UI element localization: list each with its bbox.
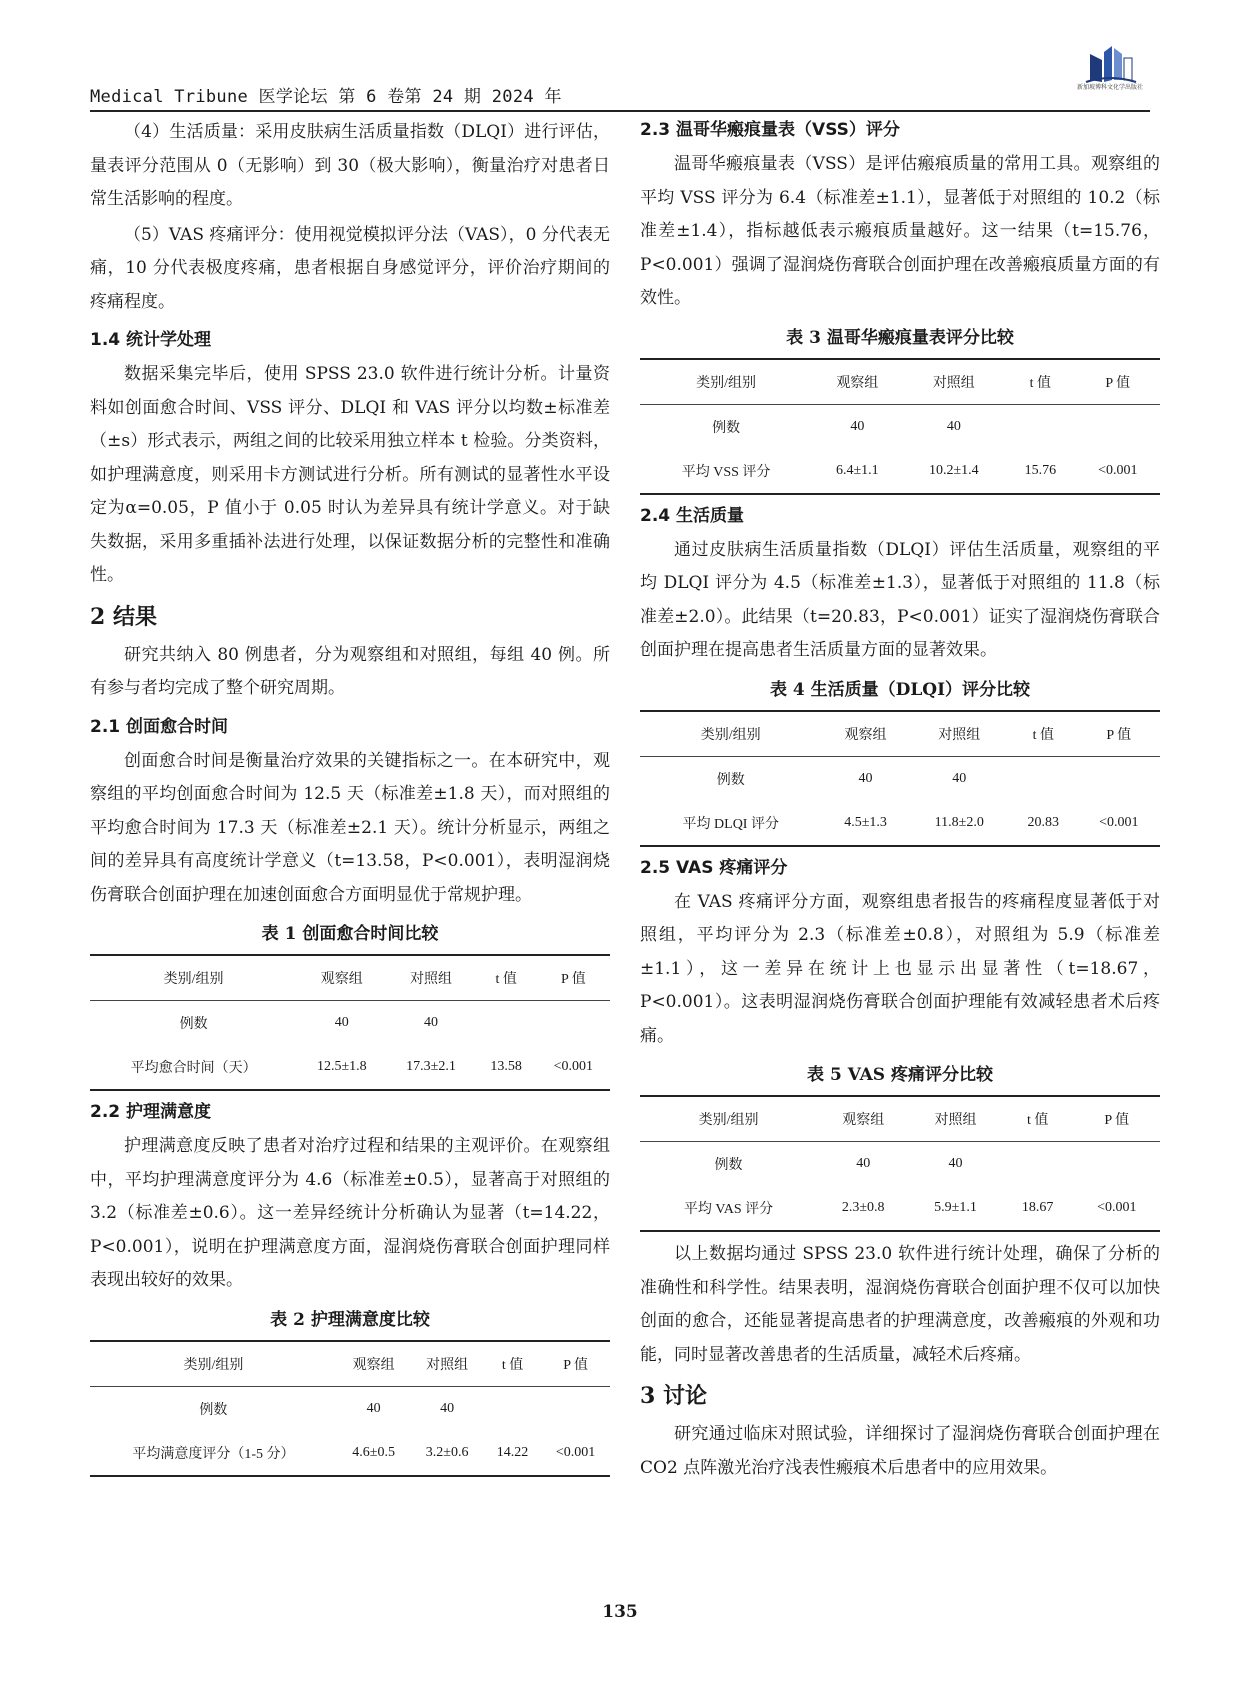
table-4	[640, 710, 1160, 847]
col-header: P 值	[537, 955, 610, 1001]
col-header: P 值	[1078, 711, 1160, 757]
table-cell: <0.001	[1098, 462, 1138, 478]
table-cell: 15.76	[1024, 462, 1057, 478]
table-header-row	[90, 1341, 610, 1387]
heading-results: 2 结果	[90, 603, 157, 630]
heading-2-4: 2.4 生活质量	[640, 505, 745, 526]
page-number: 135	[602, 1602, 638, 1622]
col-header: t 值	[484, 1341, 541, 1387]
table-5	[640, 1095, 1160, 1232]
col-header: t 值	[1002, 1096, 1074, 1142]
publisher-logo	[1060, 44, 1160, 94]
table-cell: 3.2±0.6	[425, 1444, 469, 1460]
table-4-caption: 表 4 生活质量（DLQI）评分比较	[769, 679, 1031, 700]
table-cell: 14.22	[496, 1444, 529, 1460]
table-cell: 17.3±2.1	[406, 1059, 456, 1074]
table-cell: 40	[850, 418, 865, 434]
col-header: 类别/组别	[640, 711, 822, 757]
col-header: P 值	[1074, 1096, 1160, 1142]
table-cell: 6.4±1.1	[835, 462, 879, 478]
table-cell	[476, 1001, 537, 1046]
table-cell: 40	[334, 1015, 349, 1030]
heading-discussion: 3 讨论	[640, 1383, 707, 1409]
table-row	[90, 1386, 610, 1431]
table-row	[90, 1045, 610, 1090]
table-2-caption: 表 2 护理满意度比较	[270, 1309, 430, 1330]
table-cell: 4.5±1.3	[844, 814, 887, 830]
table-cell: 平均 VAS 评分	[683, 1202, 774, 1217]
col-header: P 值	[1076, 359, 1160, 405]
table-row	[90, 1001, 610, 1046]
table-header-row	[640, 711, 1160, 757]
table-1-caption: 表 1 创面愈合时间比较	[261, 924, 439, 944]
table-cell	[484, 1386, 541, 1431]
col-header: 观察组	[337, 1341, 411, 1387]
table-3	[640, 358, 1160, 495]
table-cell: 平均 VSS 评分	[681, 464, 771, 480]
table-cell: 18.67	[1021, 1200, 1054, 1215]
table-cell: 2.3±0.8	[841, 1200, 885, 1215]
paragraph-summary: 以上数据均通过 SPSS 23.0 软件进行统计处理，确保了分析的准确性和科学性。结果表明，湿润烧伤膏联合创面护理不仅可以加快创面的愈合，还能显著提高患者的护理满意度，改善瘢痕的外观和功能，同时显著改善患者的生活质量，减轻术后疼痛。	[640, 1244, 1160, 1365]
table-cell: 5.9±1.1	[934, 1200, 977, 1215]
left-column	[90, 116, 610, 1483]
table-cell: 40	[858, 770, 873, 786]
col-header: 对照组	[410, 1341, 484, 1387]
paragraph-discussion: 研究通过临床对照试验，详细探讨了湿润烧伤膏联合创面护理在 CO2 点阵激光治疗浅表性瘢痕术后患者中的应用效果。	[640, 1424, 1160, 1478]
table-row	[640, 449, 1160, 494]
col-header: 类别/组别	[90, 955, 297, 1001]
col-header: 对照组	[902, 359, 1005, 405]
table-cell: 40	[366, 1400, 381, 1416]
heading-2-5: 2.5 VAS 疼痛评分	[640, 857, 788, 878]
right-column	[640, 116, 1160, 1487]
col-header: 类别/组别	[90, 1341, 337, 1387]
paragraph-vas: 在 VAS 疼痛评分方面，观察组患者报告的疼痛程度显著低于对照组，平均评分为 2.3（标准差±0.8），对照组为 5.9（标准差±1.1），这一差异在统计上也显示出显著性（t=18.67，P<0.001）。这表明湿润烧伤膏联合创面护理能有效减轻患者术后疼痛。	[640, 891, 1160, 1046]
paragraph-healing-time: 创面愈合时间是衡量治疗效果的关键指标之一。在本研究中，观察组的平均创面愈合时间为 12.5 天（标准差±1.8 天），而对照组的平均愈合时间为 17.3 天（标准差±2.1 天）。统计分析显示，两组之间的差异具有高度统计学意义（t=13.58，P<0.001），表明湿润烧伤膏联合创面护理在加速创面愈合方面明显优于常规护理。	[90, 750, 610, 905]
paragraph-statistics: 数据采集完毕后，使用 SPSS 23.0 软件进行统计分析。计量资料如创面愈合时间、VSS 评分、DLQI 和 VAS 评分以均数±标准差（±s）形式表示，两组之间的比较采用独立样本 t 检验。分类资料，如护理满意度，则采用卡方测试进行分析。所有测试的显著性水平设定为α=0.05，P 值小于 0.05 时认为差异具有统计学意义。对于缺失数据，采用多重插补法进行处理，以保证数据分析的完整性和准确性。	[90, 364, 610, 585]
table-header-row	[90, 955, 610, 1001]
paragraph-dlqi: 通过皮肤病生活质量指数（DLQI）评估生活质量，观察组的平均 DLQI 评分为 4.5（标准差±1.3），显著低于对照组的 11.8（标准差±2.0）。此结果（t=20.83，P<0.001）证实了湿润烧伤膏联合创面护理在提高患者生活质量方面的显著效果。	[640, 539, 1160, 660]
table-cell	[1076, 404, 1160, 449]
table-cell: 例数	[199, 1402, 228, 1418]
paragraph-vas-method: （5）VAS 疼痛评分：使用视觉模拟评分法（VAS），0 分代表无痛，10 分代表极度疼痛，患者根据自身感觉评分，评价治疗期间的疼痛程度。	[90, 224, 610, 312]
table-cell: 例数	[716, 772, 745, 788]
table-cell: 例数	[712, 420, 741, 436]
col-header: 观察组	[297, 955, 386, 1001]
table-cell	[1009, 756, 1078, 801]
table-cell: 40	[856, 1156, 871, 1171]
table-cell	[1074, 1142, 1160, 1187]
col-header: 对照组	[909, 1096, 1001, 1142]
table-cell: 40	[952, 770, 967, 786]
table-cell: 40	[946, 418, 961, 434]
table-cell: 11.8±2.0	[934, 814, 984, 830]
journal-title: Medical Tribune 医学论坛 第 6 卷第 24 期 2024 年	[90, 87, 562, 107]
book-logo-icon	[1060, 44, 1160, 84]
col-header: P 值	[541, 1341, 610, 1387]
table-header-row	[640, 359, 1160, 405]
table-2	[90, 1340, 610, 1477]
table-header-row	[640, 1096, 1160, 1142]
heading-2-1: 2.1 创面愈合时间	[90, 716, 229, 737]
table-cell: <0.001	[555, 1444, 596, 1460]
table-cell	[1002, 1142, 1074, 1187]
paragraph-satisfaction: 护理满意度反映了患者对治疗过程和结果的主观评价。在观察组中，平均护理满意度评分为 4.6（标准差±0.5），显著高于对照组的 3.2（标准差±0.6）。这一差异经统计分析确认为显著（t=14.22，P<0.001），说明在护理满意度方面，湿润烧伤膏联合创面护理同样表现出较好的效果。	[90, 1136, 610, 1290]
table-5-caption: 表 5 VAS 疼痛评分比较	[807, 1065, 993, 1085]
table-cell: 12.5±1.8	[316, 1059, 367, 1074]
col-header: 观察组	[822, 711, 910, 757]
running-header	[90, 80, 1150, 108]
col-header: 对照组	[386, 955, 475, 1001]
paragraph-enrollment: 研究共纳入 80 例患者，分为观察组和对照组，每组 40 例。所有参与者均完成了整个研究周期。	[90, 644, 610, 698]
heading-2-2: 2.2 护理满意度	[90, 1102, 212, 1122]
table-cell	[541, 1386, 610, 1431]
table-cell	[1078, 756, 1160, 801]
table-cell: 平均 DLQI 评分	[682, 816, 779, 832]
table-cell: 平均满意度评分（1-5 分）	[132, 1446, 295, 1462]
col-header: t 值	[476, 955, 537, 1001]
table-row	[640, 801, 1160, 846]
table-cell: <0.001	[1099, 814, 1139, 830]
table-row	[640, 1186, 1160, 1231]
col-header: 观察组	[812, 359, 902, 405]
table-cell	[1005, 404, 1075, 449]
paragraph-vss: 温哥华瘢痕量表（VSS）是评估瘢痕质量的常用工具。观察组的平均 VSS 评分为 6.4（标准差±1.1），显著低于对照组的 10.2（标准差±1.4），指标越低表示瘢痕质量越好。这一结果（t=15.76，P<0.001）强调了湿润烧伤膏联合创面护理在改善瘢痕质量方面的有效性。	[640, 154, 1160, 308]
col-header: 观察组	[817, 1096, 909, 1142]
table-1	[90, 954, 610, 1091]
col-header: 类别/组别	[640, 1096, 817, 1142]
table-cell: 40	[948, 1156, 963, 1171]
table-cell: 40	[440, 1400, 455, 1416]
table-cell: 平均愈合时间（天）	[130, 1061, 257, 1076]
col-header: t 值	[1009, 711, 1078, 757]
heading-2-3: 2.3 温哥华瘢痕量表（VSS）评分	[640, 120, 900, 140]
table-3-caption: 表 3 温哥华瘢痕量表评分比较	[786, 327, 1014, 348]
table-cell: 10.2±1.4	[928, 462, 979, 478]
table-cell: 4.6±0.5	[352, 1444, 395, 1460]
table-cell: 例数	[714, 1158, 743, 1173]
table-row	[640, 1142, 1160, 1187]
col-header: 类别/组别	[640, 359, 812, 405]
table-cell: 20.83	[1027, 814, 1059, 830]
header-rule	[90, 110, 1150, 112]
table-cell: 40	[424, 1015, 438, 1030]
table-cell	[537, 1001, 610, 1046]
table-row	[640, 756, 1160, 801]
col-header: t 值	[1005, 359, 1075, 405]
table-cell: 13.58	[490, 1059, 522, 1074]
table-row	[640, 404, 1160, 449]
col-header: 对照组	[910, 711, 1009, 757]
paragraph-dlqi-method: （4）生活质量：采用皮肤病生活质量指数（DLQI）进行评估，量表评分范围从 0（无影响）到 30（极大影响），衡量治疗对患者日常生活影响的程度。	[90, 122, 610, 209]
table-cell: 例数	[179, 1017, 208, 1032]
logo-caption: 新加坡博科文化学出版社	[1076, 84, 1143, 91]
heading-1-4: 1.4 统计学处理	[90, 330, 212, 350]
table-cell: <0.001	[1097, 1200, 1137, 1215]
table-row	[90, 1431, 610, 1476]
table-cell: <0.001	[553, 1059, 594, 1074]
